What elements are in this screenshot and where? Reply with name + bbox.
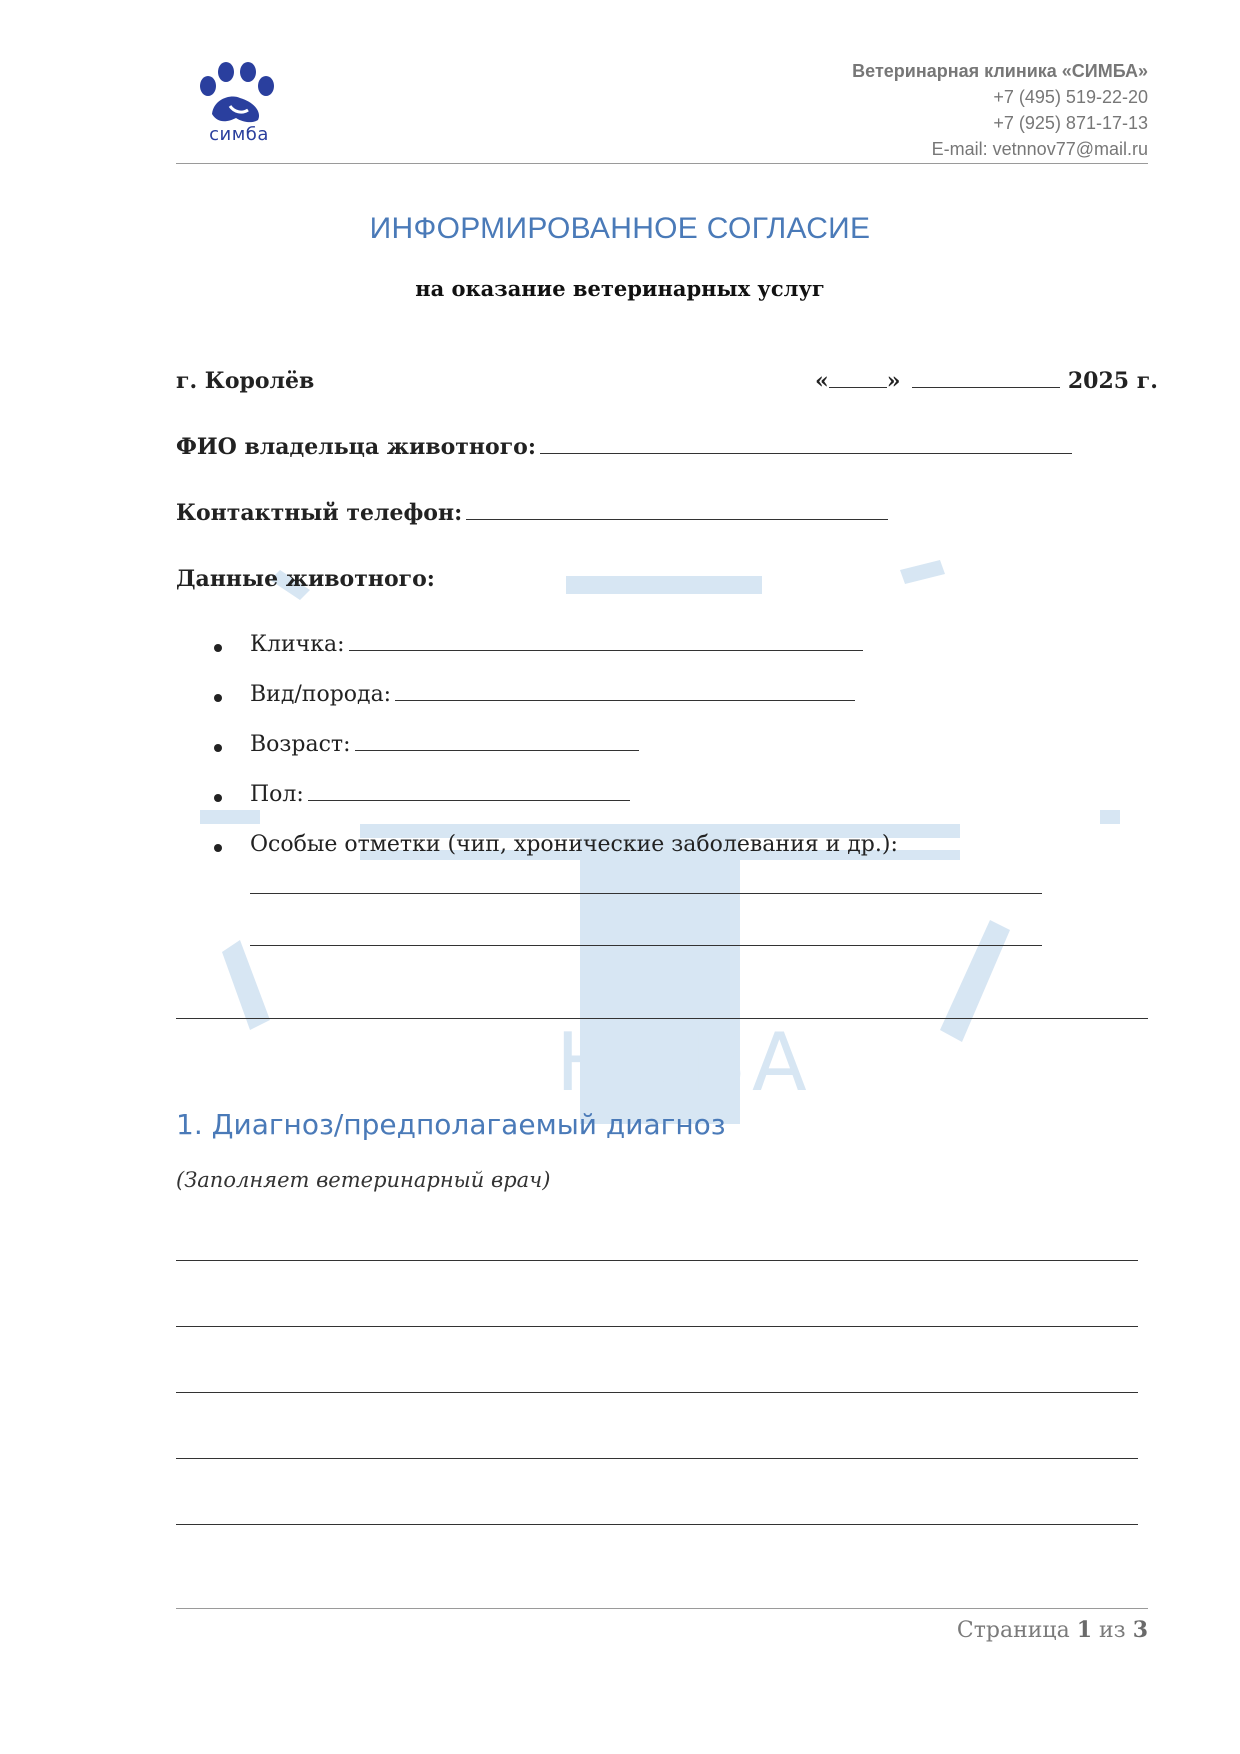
page-counter-middle: из xyxy=(1099,1618,1126,1643)
animal-item-age xyxy=(250,732,639,757)
animal-item-label: Возраст: xyxy=(250,732,351,757)
diagnosis-line-5[interactable] xyxy=(176,1524,1138,1525)
diagnosis-line-3[interactable] xyxy=(176,1392,1138,1393)
date-close-quote: » xyxy=(886,368,901,394)
footer-divider xyxy=(176,1608,1148,1609)
city-label: г. Королёв xyxy=(176,368,315,394)
page-current: 1 xyxy=(1076,1617,1093,1643)
document-title: ИНФОРМИРОВАННОЕ СОГЛАСИЕ xyxy=(369,212,871,245)
animal-item-breed xyxy=(250,682,855,707)
animal-item-sex xyxy=(250,782,630,807)
date-day-field[interactable] xyxy=(829,369,887,388)
header-divider xyxy=(176,163,1148,164)
animal-item-label: Пол: xyxy=(250,782,304,807)
clinic-name: Ветеринарная клиника «СИМБА» xyxy=(852,61,1148,81)
owner-name-field[interactable] xyxy=(540,435,1072,454)
date-line xyxy=(815,368,1158,394)
bullet-5 xyxy=(214,844,222,852)
owner-label: ФИО владельца животного: xyxy=(176,434,536,460)
pet-name-field[interactable] xyxy=(349,632,863,651)
bullet-3 xyxy=(214,744,222,752)
animal-item-label: Кличка: xyxy=(250,632,345,657)
diagnosis-line-4[interactable] xyxy=(176,1458,1138,1459)
sex-field[interactable] xyxy=(308,782,630,801)
diagnosis-line-1[interactable] xyxy=(176,1260,1138,1261)
phone-field[interactable] xyxy=(466,501,888,520)
diagnosis-line-2[interactable] xyxy=(176,1326,1138,1327)
animal-data-label: Данные животного: xyxy=(176,566,435,592)
svg-text:НОВА: НОВА xyxy=(556,1016,813,1109)
date-open-quote: « xyxy=(815,368,829,394)
owner-row xyxy=(176,434,1072,460)
page-counter-prefix: Страница xyxy=(956,1618,1070,1643)
clinic-contacts xyxy=(852,58,1148,162)
page-total: 3 xyxy=(1132,1617,1148,1643)
bullet-4 xyxy=(214,794,222,802)
special-notes-line-2[interactable] xyxy=(250,945,1042,946)
species-breed-field[interactable] xyxy=(395,682,855,701)
page-counter xyxy=(957,1617,1148,1643)
phone-label: Контактный телефон: xyxy=(176,500,463,526)
date-month-field[interactable] xyxy=(912,369,1060,388)
bullet-1 xyxy=(214,644,222,652)
animal-item-label: Вид/порода: xyxy=(250,682,392,707)
date-year: 2025 г. xyxy=(1067,368,1158,394)
clinic-phone-2: +7 (925) 871-17-13 xyxy=(993,113,1148,133)
bullet-2 xyxy=(214,694,222,702)
logo-wordmark: симба xyxy=(209,124,269,145)
section-divider xyxy=(176,1018,1148,1019)
clinic-email: E-mail: vetnnov77@mail.ru xyxy=(931,139,1148,159)
document-subtitle: на оказание ветеринарных услуг xyxy=(415,276,825,301)
age-field[interactable] xyxy=(355,732,639,751)
section-1-note: (Заполняет ветеринарный врач) xyxy=(176,1168,551,1192)
clinic-phone-1: +7 (495) 519-22-20 xyxy=(993,87,1148,107)
watermark-emblem-icon xyxy=(200,560,1120,1260)
special-notes-line-1[interactable] xyxy=(250,893,1042,894)
animal-item-notes: Особые отметки (чип, хронические заболевания и др.): xyxy=(250,832,898,857)
animal-item-name xyxy=(250,632,863,657)
phone-row xyxy=(176,500,888,526)
section-1-title: 1. Диагноз/предполагаемый диагноз xyxy=(176,1108,726,1141)
